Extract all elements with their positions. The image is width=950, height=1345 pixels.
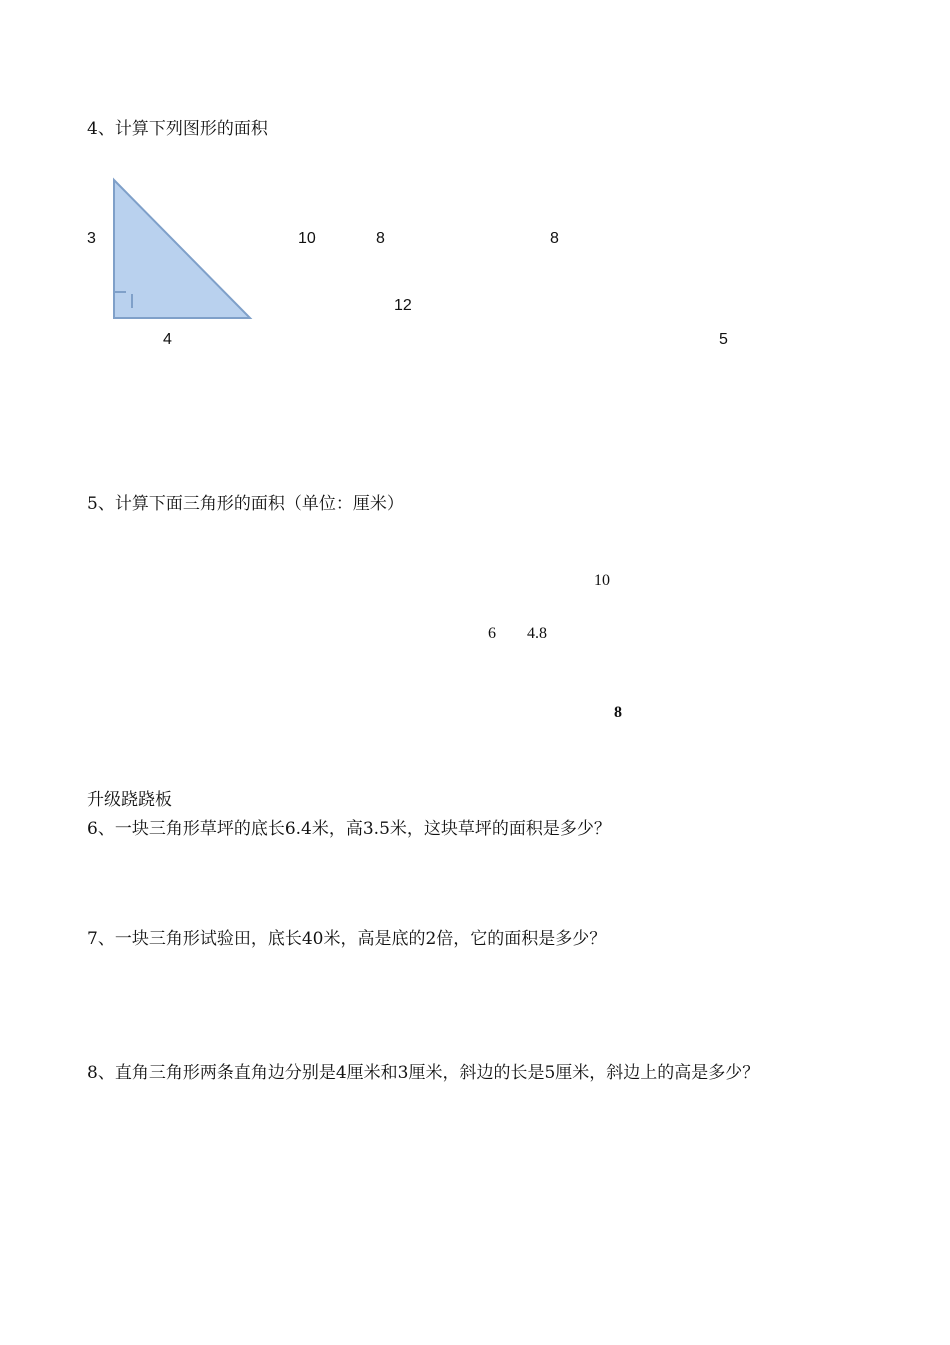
q5-label-side: 10 xyxy=(594,572,610,589)
fig1-height-label: 3 xyxy=(87,230,96,247)
q8-text: 8、直角三角形两条直角边分别是4厘米和3厘米，斜边的长是5厘米，斜边上的高是多少？ xyxy=(87,1063,760,1083)
right-triangle-figure xyxy=(110,176,255,322)
q6-text: 6、一块三角形草坪的底长6.4米，高3.5米，这块草坪的面积是多少？ xyxy=(87,819,611,839)
q5-title: 5、计算下面三角形的面积（单位：厘米） xyxy=(87,494,404,514)
q7-text: 7、一块三角形试验田，底长40米，高是底的2倍，它的面积是多少？ xyxy=(87,929,607,949)
q5-label-left: 6 xyxy=(488,625,496,642)
q4-title: 4、计算下列图形的面积 xyxy=(87,119,268,139)
q5-label-height: 4.8 xyxy=(527,625,547,642)
section-title: 升级跷跷板 xyxy=(87,790,172,810)
q5-label-base: 8 xyxy=(614,704,622,721)
right-triangle-shape xyxy=(114,180,250,318)
fig2-label-b: 8 xyxy=(376,230,385,247)
fig2-label-a: 10 xyxy=(298,230,316,247)
fig1-base-label: 4 xyxy=(163,331,172,348)
fig3-label-a: 8 xyxy=(550,230,559,247)
fig2-label-c: 12 xyxy=(394,297,412,314)
fig3-label-b: 5 xyxy=(719,331,728,348)
